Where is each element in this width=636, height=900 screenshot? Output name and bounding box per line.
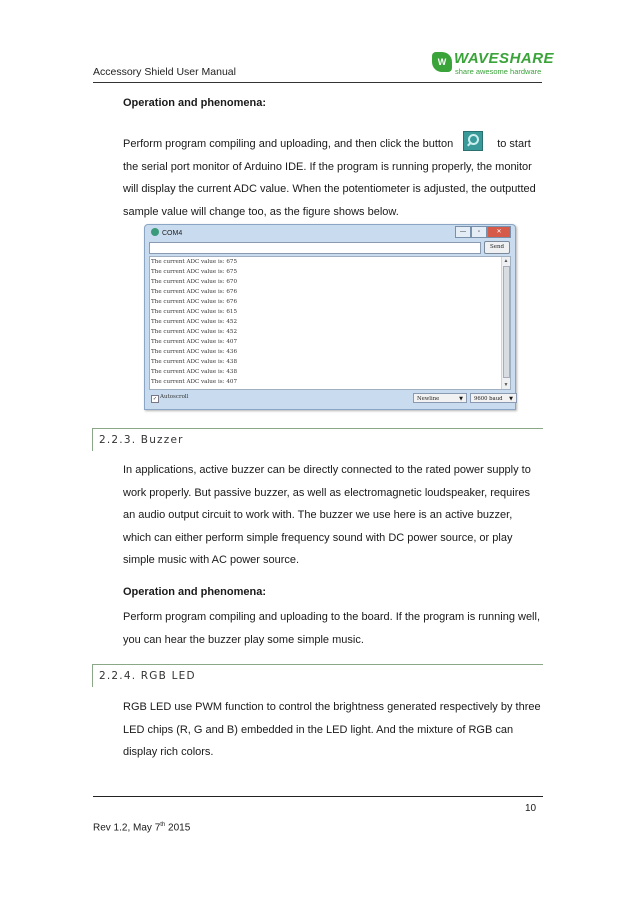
serial-output-line: The current ADC value is: 407 — [151, 339, 238, 345]
scroll-thumb[interactable] — [503, 266, 510, 378]
para-text-rest: port monitor of Arduino IDE. If the program is running properly, the monitor will display the current ADC value. When the potentiometer is adjusted, the outputted sample value will change too, as the figure shows below. — [123, 160, 536, 218]
buzzer-operation-heading: Operation and phenomena: — [123, 586, 267, 598]
section-heading-rgb-led — [92, 664, 543, 687]
send-button[interactable]: Send — [484, 241, 510, 254]
serial-output-line: The current ADC value is: 670 — [151, 279, 238, 285]
serial-output-line: The current ADC value is: 615 — [151, 309, 238, 315]
section-heading-text: 2.2.3. Buzzer — [99, 434, 184, 446]
logo-brand: WAVESHARE — [454, 50, 555, 67]
serial-output-line: The current ADC value is: 452 — [151, 329, 238, 335]
document-header-title: Accessory Shield User Manual — [93, 66, 236, 78]
page-number: 10 — [525, 803, 537, 814]
serial-output-line: The current ADC value is: 675 — [151, 269, 238, 275]
header-rule — [93, 82, 542, 83]
serial-output-line: The current ADC value is: 676 — [151, 299, 238, 305]
rev-prefix: Rev 1.2, May 7 — [93, 822, 161, 834]
minimize-icon[interactable]: — — [455, 226, 471, 238]
serial-output-lines — [150, 257, 510, 387]
scrollbar[interactable] — [501, 257, 510, 389]
serial-monitor-icon — [463, 131, 483, 151]
serial-output-line: The current ADC value is: 452 — [151, 319, 238, 325]
chevron-down-icon: ▼ — [459, 396, 463, 402]
rev-sup: th — [160, 822, 166, 828]
waveshare-logo — [432, 49, 555, 79]
scroll-down-icon[interactable]: ▼ — [503, 382, 509, 388]
serial-output-line: The current ADC value is: 436 — [151, 349, 238, 355]
line-ending-value: Newline — [417, 396, 440, 402]
arduino-icon — [151, 228, 159, 236]
operation-paragraph — [123, 131, 543, 223]
section-heading-buzzer — [92, 428, 543, 451]
logo-mark-icon: W — [432, 52, 452, 72]
serial-output-line: The current ADC value is: 675 — [151, 259, 238, 265]
autoscroll-label: Autoscroll — [160, 394, 189, 400]
para-text-after-icon: to start the serial — [123, 138, 531, 173]
rgb-led-paragraph: RGB LED use PWM function to control the brightness generated respectively by three LED chips (R, G and B) embedded in the LED light. And the mixture of RGB can display rich colors. — [123, 701, 541, 758]
serial-output — [149, 256, 511, 390]
logo-tagline: share awesome hardware — [455, 67, 542, 76]
autoscroll-checkbox[interactable]: ✓ — [152, 396, 158, 402]
serial-send-input[interactable] — [149, 242, 481, 254]
baud-rate-select[interactable] — [470, 393, 517, 403]
window-title — [151, 228, 182, 237]
window-footer — [149, 392, 513, 405]
serial-output-line: The current ADC value is: 438 — [151, 369, 238, 375]
section-heading-text: 2.2.4. RGB LED — [99, 670, 196, 682]
maximize-icon[interactable]: ▫ — [471, 226, 487, 238]
window-controls — [455, 226, 511, 238]
line-ending-select[interactable] — [413, 393, 467, 403]
rev-suffix: 2015 — [165, 822, 191, 834]
buzzer-paragraph: In applications, active buzzer can be directly connected to the rated power supply to work properly. But passive buzzer, as well as electromagnetic loudspeaker, requires an audio output circuit to work with. The buzzer we use here is an active buzzer, which can either perform simple frequency sound with DC power source, or play simple music with AC power source. — [123, 464, 531, 566]
serial-monitor-window — [144, 224, 516, 410]
chevron-down-icon: ▼ — [509, 396, 513, 402]
window-title-text: COM4 — [162, 230, 183, 237]
serial-output-line: The current ADC value is: 676 — [151, 289, 238, 295]
para-text-before-icon: Perform program compiling and uploading, and then click the button — [123, 138, 454, 150]
operation-heading: Operation and phenomena: — [123, 97, 267, 109]
scroll-up-icon[interactable]: ▲ — [503, 258, 509, 264]
buzzer-operation-paragraph: Perform program compiling and uploading to the board. If the program is running well, you can hear the buzzer play some simple music. — [123, 611, 541, 646]
footer-rule — [93, 796, 543, 797]
serial-output-line: The current ADC value is: 407 — [151, 379, 238, 385]
baud-rate-value: 9600 baud — [474, 396, 503, 402]
serial-output-line: The current ADC value is: 438 — [151, 359, 238, 365]
revision-info — [93, 822, 190, 833]
close-icon[interactable]: ✕ — [487, 226, 511, 238]
